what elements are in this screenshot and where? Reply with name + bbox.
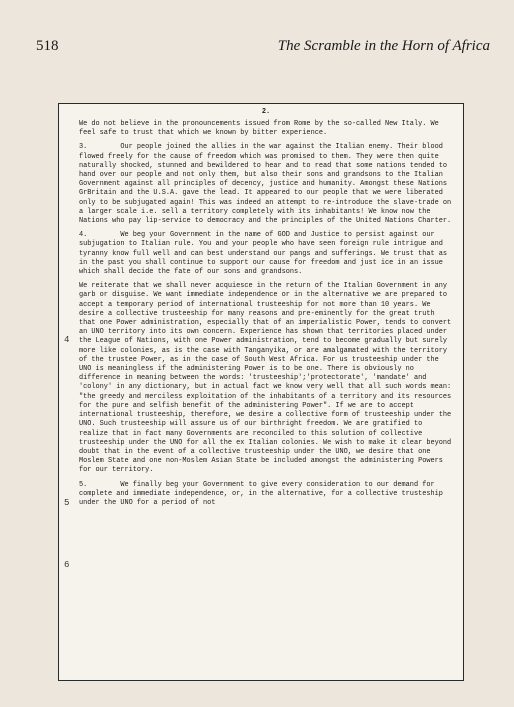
running-title: The Scramble in the Horn of Africa [277, 38, 490, 54]
paragraph-trusteeship: We reiterate that we shall never acquiesce in the return of the Italian Government in any garb or disguise. We want immediate independence or in the alternative we are prepared to accept a temporary period of international trusteeship for not more than 10 years. We desire a collective trusteeship for many reasons and pre-eminently for the great truth that one Power administration, especially that of an imperialistic Power, tends to convert an UNO territory into its own concern. Experience has shown that territories placed under the League of Nations, with one Power administration, tend to become gradually but surely more like colonies, as is the case with Tanganyika, or are amalgamated with the territory of the trustee Power, as in the case of South West Africa. For us trusteeship under the UNO is meaningless if the administering Power is to be one. There is obviously no difference in meaning between the words: 'trusteeship';'protectorate', 'mandate' and 'colony' in any dictionary, but in actual fact we know very well that all such words mean: "the greedy and merciless exploitation of the inhabitants of a territory and its resources for the pure and selfish benefit of the administering Power". If we are to accept international trusteeship, therefore, we desire a collective form of trusteeship under the UNO. Such trusteeship will assure us of our birthright freedom. We are gratified to realize that in fact many Governments are reconciled to this solution of collective trusteeship under the UNO for all the ex Italian colonies. We wish to make it clear beyond doubt that in the event of a collective trusteeship under the UNO, we desire that one Moslem State and one non-Moslem Asian State be included amongst the administering Powers for our territory. [79, 282, 456, 475]
margin-mark-4: 4 [64, 335, 70, 345]
margin-mark-6: 6 [64, 560, 70, 570]
paragraph-4: 4. We beg your Government in the name of GOD and Justice to persist against our subjugation to Italian rule. You and your people who have seen foreign rule intrigue and tyranny know full well and can best understand our pangs and sufferings. We trust that as in the past you shall continue to support our cause for freedom and just ice in an issue which shall decide the fate of our sons and grandsons. [79, 231, 452, 277]
paragraph-intro: We do not believe in the pronouncements issued from Rome by the so-called New Italy. We feel safe to trust that which we known by bitter experience. [79, 120, 443, 138]
page-number: 518 [36, 38, 59, 54]
page-header [36, 38, 490, 58]
margin-mark-5: 5 [64, 498, 70, 508]
typewritten-document [58, 103, 464, 681]
sheet-page-number: 2. [261, 108, 271, 116]
paragraph-3: 3. Our people joined the allies in the war against the Italian enemy. Their blood flowed freely for the cause of freedom which was promised to them. They were then quite naturally shocked, stunned and bewildered to hear and to read that some nations tended to hand over our people and not only them, but also their sons and grandsons to the Italian Government against all principles of decency, justice and humanity. Amongst these Nations GrBritain and the U.S.A. gave the lead. It appeared to our people that we were liberated only to be subjugated again! This was indeed an attempt to re-introduce the slave-trade on a larger scale i.e. sell a territory completely with its inhabitants! We know now the Nations who pay lip-service to democracy and the principles of the United Nations Charter. [79, 143, 456, 226]
paragraph-5: 5. We finally beg your Government to give every consideration to our demand for complete and immediate independence, or, in the alternative, for a collective trusteship under the UNO for a period of not [79, 480, 448, 507]
